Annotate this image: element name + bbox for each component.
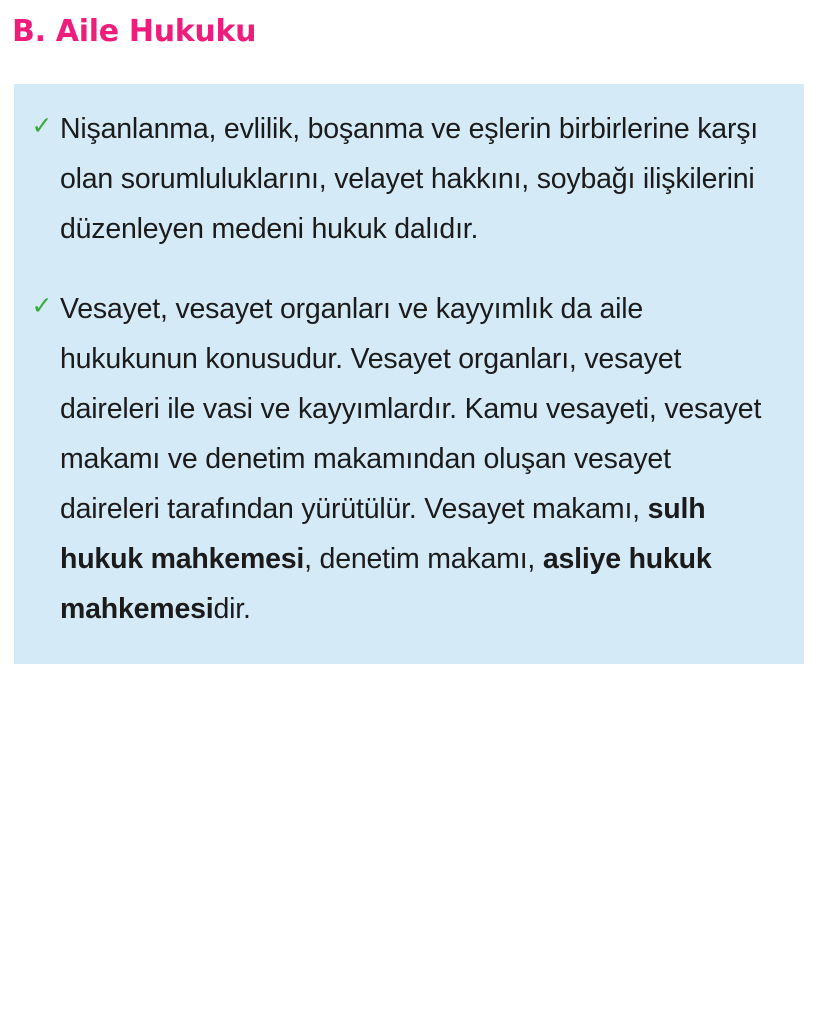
plain-text: Nişanlanma, evlilik, boşanma ve eşlerin birbirlerine karşı olan sorumluluklarını, velayet hakkını, soybağı ilişkilerini düzenleyen medeni hukuk dalıdır. xyxy=(60,113,759,245)
check-icon: ✓ xyxy=(31,291,53,320)
list-item-text xyxy=(60,104,774,254)
emphasis-text: sulh hukuk mahkemesi xyxy=(60,493,706,575)
plain-text: dir. xyxy=(213,593,251,625)
list-item-text xyxy=(60,284,774,634)
check-icon: ✓ xyxy=(31,111,53,140)
plain-text: Vesayet, vesayet organları ve kayyımlık da aile hukukunun konusudur. Vesayet organları, vesayet daireleri ile vasi ve kayyımlardır. Kamu vesayeti, vesayet makamı ve denetim makamından oluşan vesayet daireleri tarafından yürütülür. Vesayet makamı, xyxy=(60,293,762,525)
emphasis-text: asliye hukuk mahkemesi xyxy=(60,543,712,625)
list-item xyxy=(14,278,804,640)
content-box xyxy=(14,84,804,664)
page-title: B. Aile Hukuku xyxy=(12,14,257,49)
list-spacer xyxy=(14,260,804,278)
plain-text: , denetim makamı, xyxy=(304,543,543,575)
list-item xyxy=(14,98,804,260)
